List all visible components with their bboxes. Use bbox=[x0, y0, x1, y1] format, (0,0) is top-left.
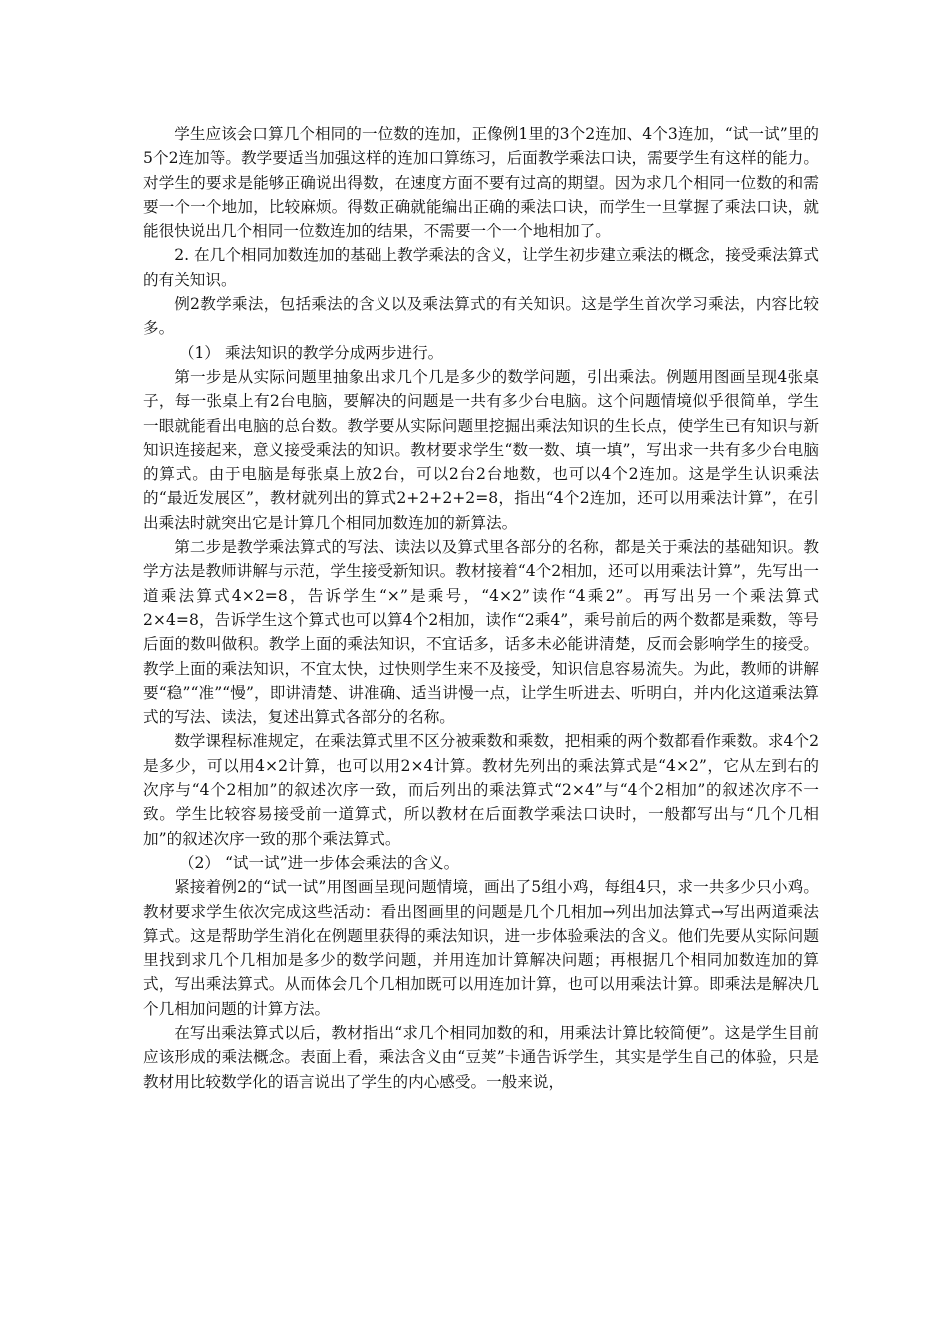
paragraph-mental-addition: 学生应该会口算几个相同的一位数的连加，正像例1里的3个2连加、4个3连加，“试一试”里的5个2连加等。教学要适当加强这样的连加口算练习，后面教学乘法口诀，需要学生有这样的能力。对学生的要求是能够正确说出得数，在速度方面不要有过高的期望。因为求几个相同一位数的和需要一个一个地加，比较麻烦。得数正确就能编出正确的乘法口诀，而学生一旦掌握了乘法口诀，就能很快说出几个相同一位数连加的结果，不需要一个一个地相加了。 bbox=[143, 125, 819, 241]
paragraph-step-two: 第二步是教学乘法算式的写法、读法以及算式里各部分的名称，都是关于乘法的基础知识。教学方法是教师讲解与示范，学生接受新知识。教材接着“4个2相加，还可以用乘法计算”，先写出一道乘法算式4×2=8，告诉学生“×”是乘号，“4×2”读作“4乘2”。再写出另一个乘法算式2×4=8，告诉学生这个算式也可以算4个2相加，读作“2乘4”，乘号前后的两个数都是乘数，等号后面的数叫做积。教学上面的乘法知识，不宜话多，话多未必能讲清楚，反而会影响学生的接受。教学上面的乘法知识，不宜太快，过快则学生来不及接受，知识信息容易流失。为此，教师的讲解要“稳”“准”“慢”，即讲清楚、讲准确、适当讲慢一点，让学生听进去、听明白，并内化这道乘法算式的写法、读法，复述出算式各部分的名称。 bbox=[143, 538, 819, 727]
paragraph-step-one: 第一步是从实际问题里抽象出求几个几是多少的数学问题，引出乘法。例题用图画呈现4张桌子，每一张桌上有2台电脑，要解决的问题是一共有多少台电脑。这个问题情境似乎很简单，学生一眼就能看出电脑的总台数。教学要从实际问题里挖掘出乘法知识的生长点，使学生已有知识与新知识连接起来，意义接受乘法的知识。教材要求学生“数一数、填一填”，写出求一共有多少台电脑的算式。由于电脑是每张桌上放2台，可以2台2台地数，也可以4个2连加。这是学生认识乘法的“最近发展区”，教材就列出的算式2+2+2+2=8，指出“4个2连加，还可以用乘法计算”，在引出乘法时就突出它是计算几个相同加数连加的新算法。 bbox=[143, 367, 819, 532]
paragraph-try-it: 紧接着例2的“试一试”用图画呈现问题情境，画出了5组小鸡，每组4只，求一共多少只小鸡。教材要求学生依次完成这些活动：看出图画里的问题是几个几相加→列出加法算式→写出两道乘法算式。这是帮助学生消化在例题里获得的乘法知识，进一步体验乘法的含义。他们先要从实际问题里找到求几个几相加是多少的数学问题，并用连加计算解决问题；再根据几个相同加数连加的算式，写出乘法算式。从而体会几个几相加既可以用连加计算，也可以用乘法计算。即乘法是解决几个几相加问题的计算方法。 bbox=[143, 878, 819, 1018]
paragraph-section-2-heading: 2. 在几个相同加数连加的基础上教学乘法的含义，让学生初步建立乘法的概念，接受乘法算式的有关知识。 bbox=[143, 246, 819, 289]
document-body bbox=[143, 122, 819, 1094]
paragraph-curriculum-standard: 数学课程标准规定，在乘法算式里不区分被乘数和乘数，把相乘的两个数都看作乘数。求4个2是多少，可以用4×2计算，也可以用2×4计算。教材先列出的乘法算式是“4×2”，它从左到右的次序与“4个2相加”的叙述次序一致，而后列出的乘法算式“2×4”与“4个2相加”的叙述次序不一致。学生比较容易接受前一道算式，所以教材在后面教学乘法口诀时，一般都写出与“几个几相加”的叙述次序一致的那个乘法算式。 bbox=[143, 732, 819, 848]
paragraph-example-2-intro: 例2教学乘法，包括乘法的含义以及乘法算式的有关知识。这是学生首次学习乘法，内容比较多。 bbox=[143, 295, 819, 338]
paragraph-multiplication-concept: 在写出乘法算式以后，教材指出“求几个相同加数的和，用乘法计算比较简便”。这是学生目前应该形成的乘法概念。表面上看，乘法含义由“豆荚”卡通告诉学生，其实是学生自己的体验，只是教材用比较数学化的语言说出了学生的内心感受。一般来说， bbox=[143, 1023, 819, 1091]
subheading-2: （2） “试一试”进一步体会乘法的含义。 bbox=[178, 853, 460, 872]
subheading-1: （1） 乘法知识的教学分成两步进行。 bbox=[178, 343, 444, 362]
